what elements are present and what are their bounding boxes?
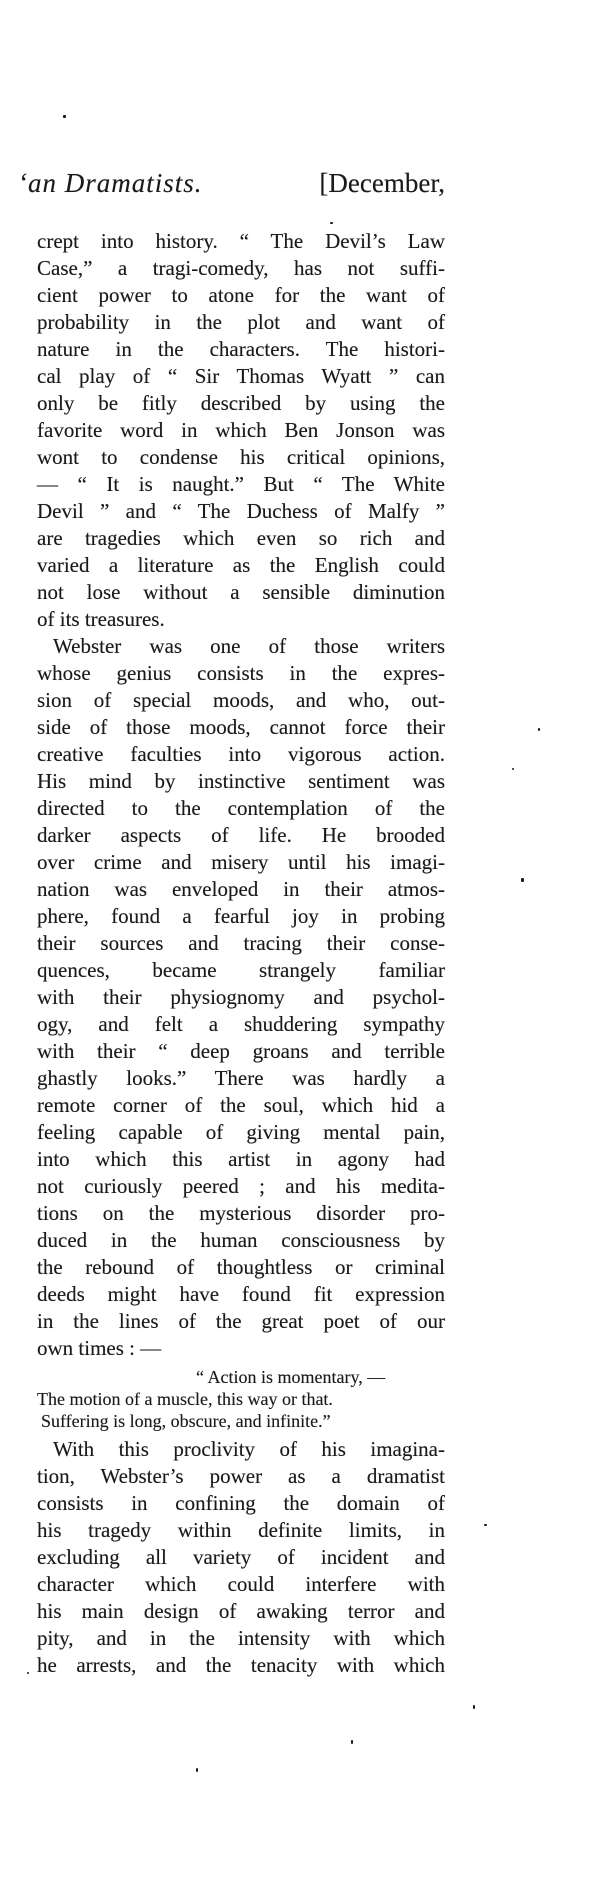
text-line: in the lines of the great poet of our: [37, 1309, 445, 1333]
text-line: The motion of a muscle, this way or that.: [37, 1389, 333, 1409]
text-line: ogy, and felt a shuddering sympathy: [37, 1012, 445, 1036]
text-line: With this proclivity of his imagina-: [53, 1437, 445, 1461]
text-line: — “ It is naught.” But “ The White: [37, 472, 445, 496]
text-line: own times : —: [37, 1336, 162, 1360]
text-line: darker aspects of life. He brooded: [37, 823, 445, 847]
paragraph: [37, 228, 445, 633]
running-head-title: ʻan Dramatists.: [18, 168, 203, 198]
text-line: nature in the characters. The histori-: [37, 337, 445, 361]
scan-speck: [521, 878, 524, 882]
text-line: whose genius consists in the expres-: [37, 661, 445, 685]
text-line: tion, Webster’s power as a dramatist: [37, 1464, 445, 1488]
text-line: not curiously peered ; and his medita-: [37, 1174, 445, 1198]
text-line: with their “ deep groans and terrible: [37, 1039, 445, 1063]
text-line: the rebound of thoughtless or criminal: [37, 1255, 445, 1279]
text-line: character which could interfere with: [37, 1572, 445, 1596]
text-line: side of those moods, cannot force their: [37, 715, 445, 739]
text-line: remote corner of the soul, which hid a: [37, 1093, 445, 1117]
text-line: consists in confining the domain of: [37, 1491, 445, 1515]
scan-speck: [27, 1672, 29, 1674]
text-line: ghastly looks.” There was hardly a: [37, 1066, 445, 1090]
text-line: directed to the contemplation of the: [37, 796, 445, 820]
scan-speck: [63, 115, 66, 118]
text-line: favorite word in which Ben Jonson was: [37, 418, 445, 442]
scan-speck: [512, 768, 514, 770]
scan-speck: [538, 728, 540, 731]
text-line: not lose without a sensible diminution: [37, 580, 445, 604]
text-line: with their physiognomy and psychol-: [37, 985, 445, 1009]
scan-speck: [484, 1524, 487, 1526]
text-line: Case,” a tragi-comedy, has not suffi-: [37, 256, 445, 280]
text-line: nation was enveloped in their atmos-: [37, 877, 445, 901]
text-line: excluding all variety of incident and: [37, 1545, 445, 1569]
text-line: his main design of awaking terror and: [37, 1599, 445, 1623]
text-line: only be fitly described by using the: [37, 391, 445, 415]
text-line: tions on the mysterious disorder pro-: [37, 1201, 445, 1225]
text-line: “ Action is momentary, —: [196, 1367, 386, 1387]
text-line: he arrests, and the tenacity with which: [37, 1653, 445, 1677]
text-line: of its treasures.: [37, 607, 165, 631]
text-line: His mind by instinctive sentiment was: [37, 769, 445, 793]
text-line: feeling capable of giving mental pain,: [37, 1120, 445, 1144]
verse-quote: [37, 1366, 445, 1432]
running-head: [18, 168, 445, 198]
text-line: crept into history. “ The Devil’s Law: [37, 229, 445, 253]
text-line: into which this artist in agony had: [37, 1147, 445, 1171]
scan-speck: [351, 1740, 353, 1744]
text-line: are tragedies which even so rich and: [37, 526, 445, 550]
text-line: their sources and tracing their conse-: [37, 931, 445, 955]
running-head-date: [December,: [319, 168, 445, 198]
text-line: cal play of “ Sir Thomas Wyatt ” can: [37, 364, 445, 388]
text-line: wont to condense his critical opinions,: [37, 445, 445, 469]
scan-speck: [330, 222, 333, 224]
text-line: Webster was one of those writers: [53, 634, 445, 658]
text-line: Devil ” and “ The Duchess of Malfy ”: [37, 499, 445, 523]
text-line: sion of special moods, and who, out-: [37, 688, 445, 712]
paragraph: [37, 1436, 445, 1679]
text-line: his tragedy within definite limits, in: [37, 1518, 445, 1542]
text-line: duced in the human consciousness by: [37, 1228, 445, 1252]
text-line: over crime and misery until his imagi-: [37, 850, 445, 874]
text-line: phere, found a fearful joy in probing: [37, 904, 445, 928]
text-line: quences, became strangely familiar: [37, 958, 445, 982]
paragraph: [37, 633, 445, 1362]
text-line: Suffering is long, obscure, and infinite.”: [41, 1411, 331, 1431]
text-column: [37, 228, 445, 1679]
text-line: creative faculties into vigorous action.: [37, 742, 445, 766]
scan-speck: [196, 1768, 198, 1772]
text-line: deeds might have found fit expression: [37, 1282, 445, 1306]
text-line: varied a literature as the English could: [37, 553, 445, 577]
text-line: probability in the plot and want of: [37, 310, 445, 334]
text-line: cient power to atone for the want of: [37, 283, 445, 307]
text-line: pity, and in the intensity with which: [37, 1626, 445, 1650]
scan-speck: [473, 1705, 475, 1709]
